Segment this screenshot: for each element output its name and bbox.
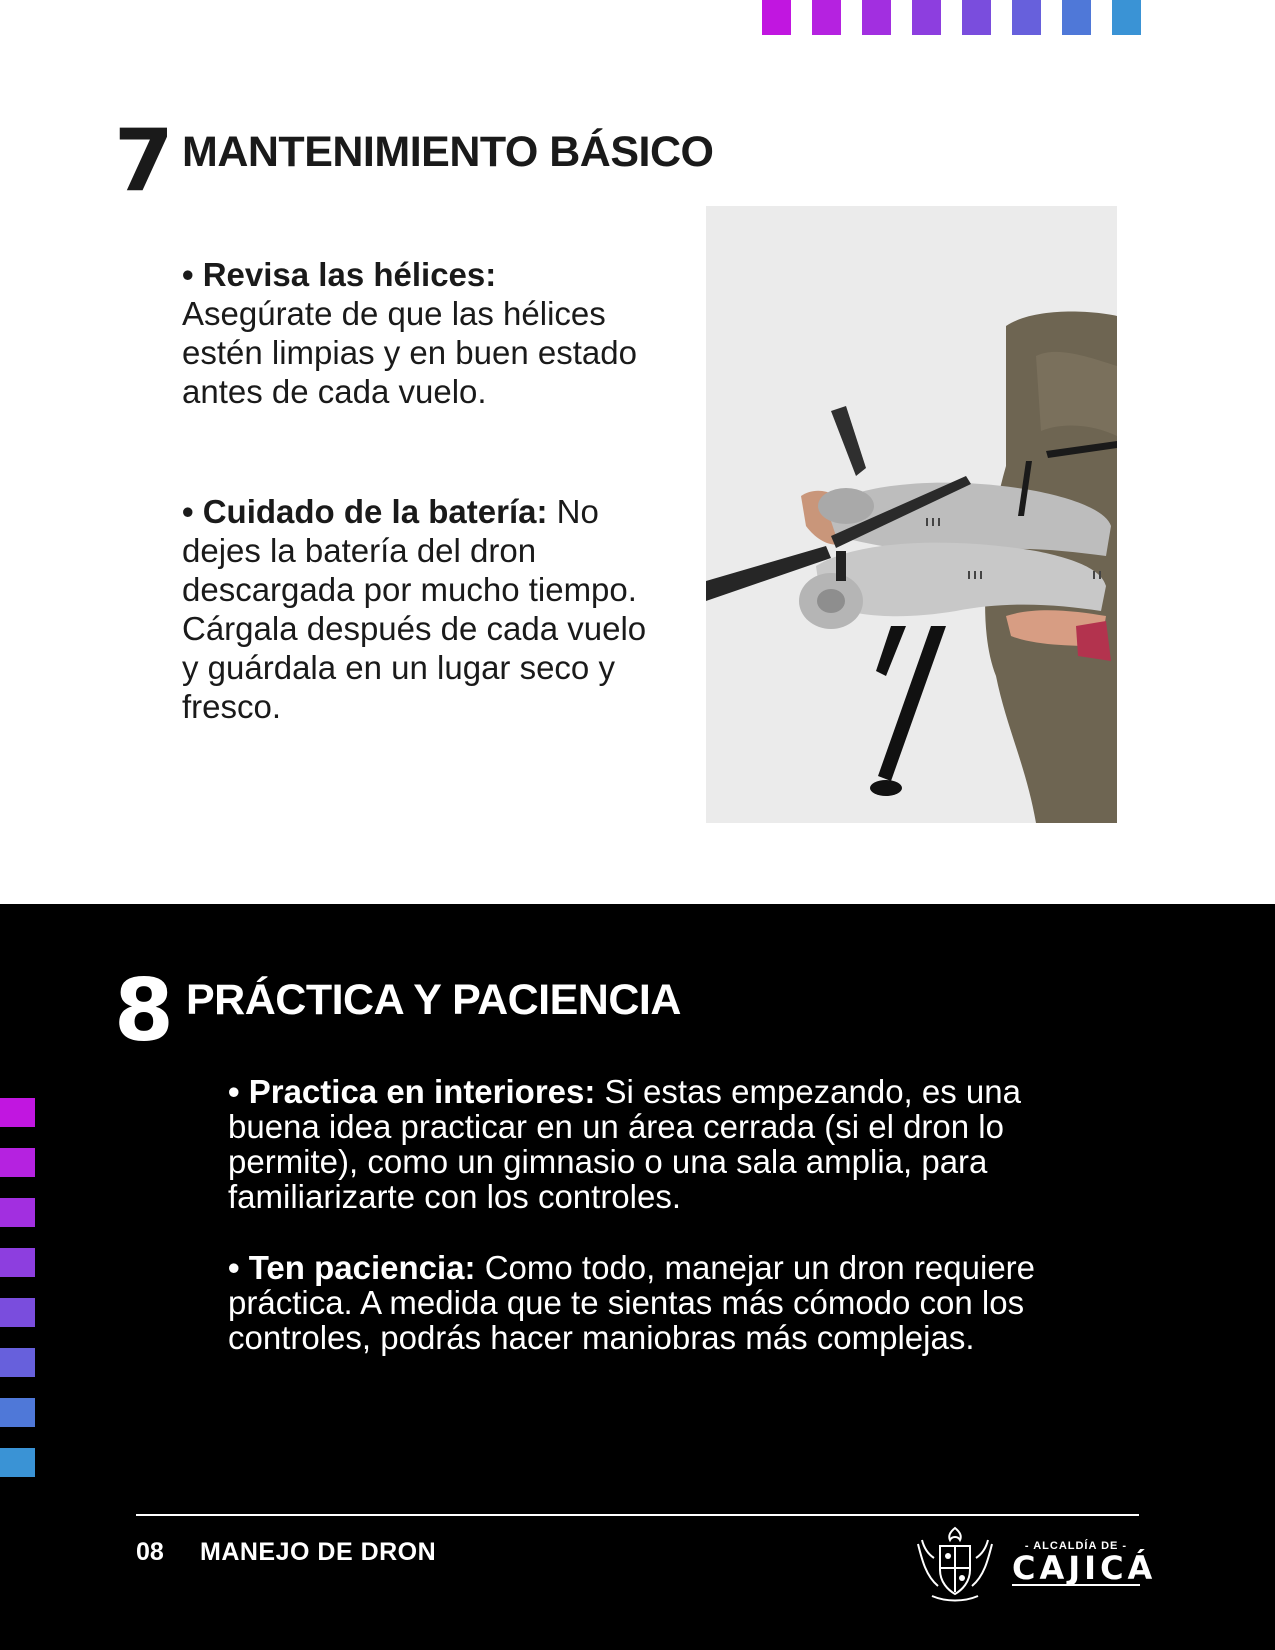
bullet-lead: • Practica en interiores: — [228, 1073, 596, 1110]
color-square — [0, 1298, 35, 1327]
color-square — [0, 1148, 35, 1177]
color-square — [1012, 0, 1041, 35]
bullet-lead: • Ten paciencia: — [228, 1249, 476, 1286]
bullet-text: Si estas empezando, es una buena idea practicar en un área cerrada (si el dron lo permite), como un gimnasio o una sala amplia, para familiarizarte con los controles. — [228, 1073, 1021, 1215]
section-title: PRÁCTICA Y PACIENCIA — [186, 976, 681, 1024]
section-title: MANTENIMIENTO BÁSICO — [182, 128, 714, 176]
color-square — [1112, 0, 1141, 35]
bullet-paragraph — [182, 255, 652, 411]
color-square — [0, 1248, 35, 1277]
color-square — [0, 1198, 35, 1227]
section-number: 7 — [114, 111, 170, 211]
bullet-lead: • Cuidado de la batería: — [182, 493, 548, 530]
bullet-text: No dejes la batería del dron descargada por mucho tiempo. Cárgala después de cada vuelo y guárdala en un lugar seco y fresco. — [182, 493, 647, 725]
section-number: 8 — [114, 961, 170, 1061]
bullet-paragraph — [182, 492, 652, 726]
side-color-squares — [0, 1098, 35, 1477]
coat-of-arms-icon — [912, 1524, 998, 1604]
document-title: MANEJO DE DRON — [200, 1538, 437, 1566]
bullet-text: Asegúrate de que las hélices estén limpias y en buen estado antes de cada vuelo. — [182, 295, 637, 410]
color-square — [0, 1398, 35, 1427]
color-square — [0, 1448, 35, 1477]
color-square — [862, 0, 891, 35]
color-square — [0, 1348, 35, 1377]
page-number: 08 — [136, 1538, 164, 1566]
color-square — [0, 1098, 35, 1127]
drone-photo — [706, 206, 1117, 823]
color-square — [962, 0, 991, 35]
color-square — [762, 0, 791, 35]
color-square — [812, 0, 841, 35]
bullet-lead: • Revisa las hélices: — [182, 256, 497, 293]
footer-divider — [136, 1514, 1139, 1516]
bullet-paragraph — [228, 1250, 1048, 1355]
logo-wordmark: CAJICÁ — [1012, 1549, 1157, 1587]
bullet-paragraph — [228, 1074, 1048, 1214]
color-square — [1062, 0, 1091, 35]
top-color-squares — [762, 0, 1141, 35]
logo-subtitle: - ALCALDÍA DE - — [1024, 1540, 1128, 1552]
color-square — [912, 0, 941, 35]
bullet-text: Como todo, manejar un dron requiere práctica. A medida que te sientas más cómodo con los controles, podrás hacer maniobras más complejas. — [228, 1249, 1036, 1356]
